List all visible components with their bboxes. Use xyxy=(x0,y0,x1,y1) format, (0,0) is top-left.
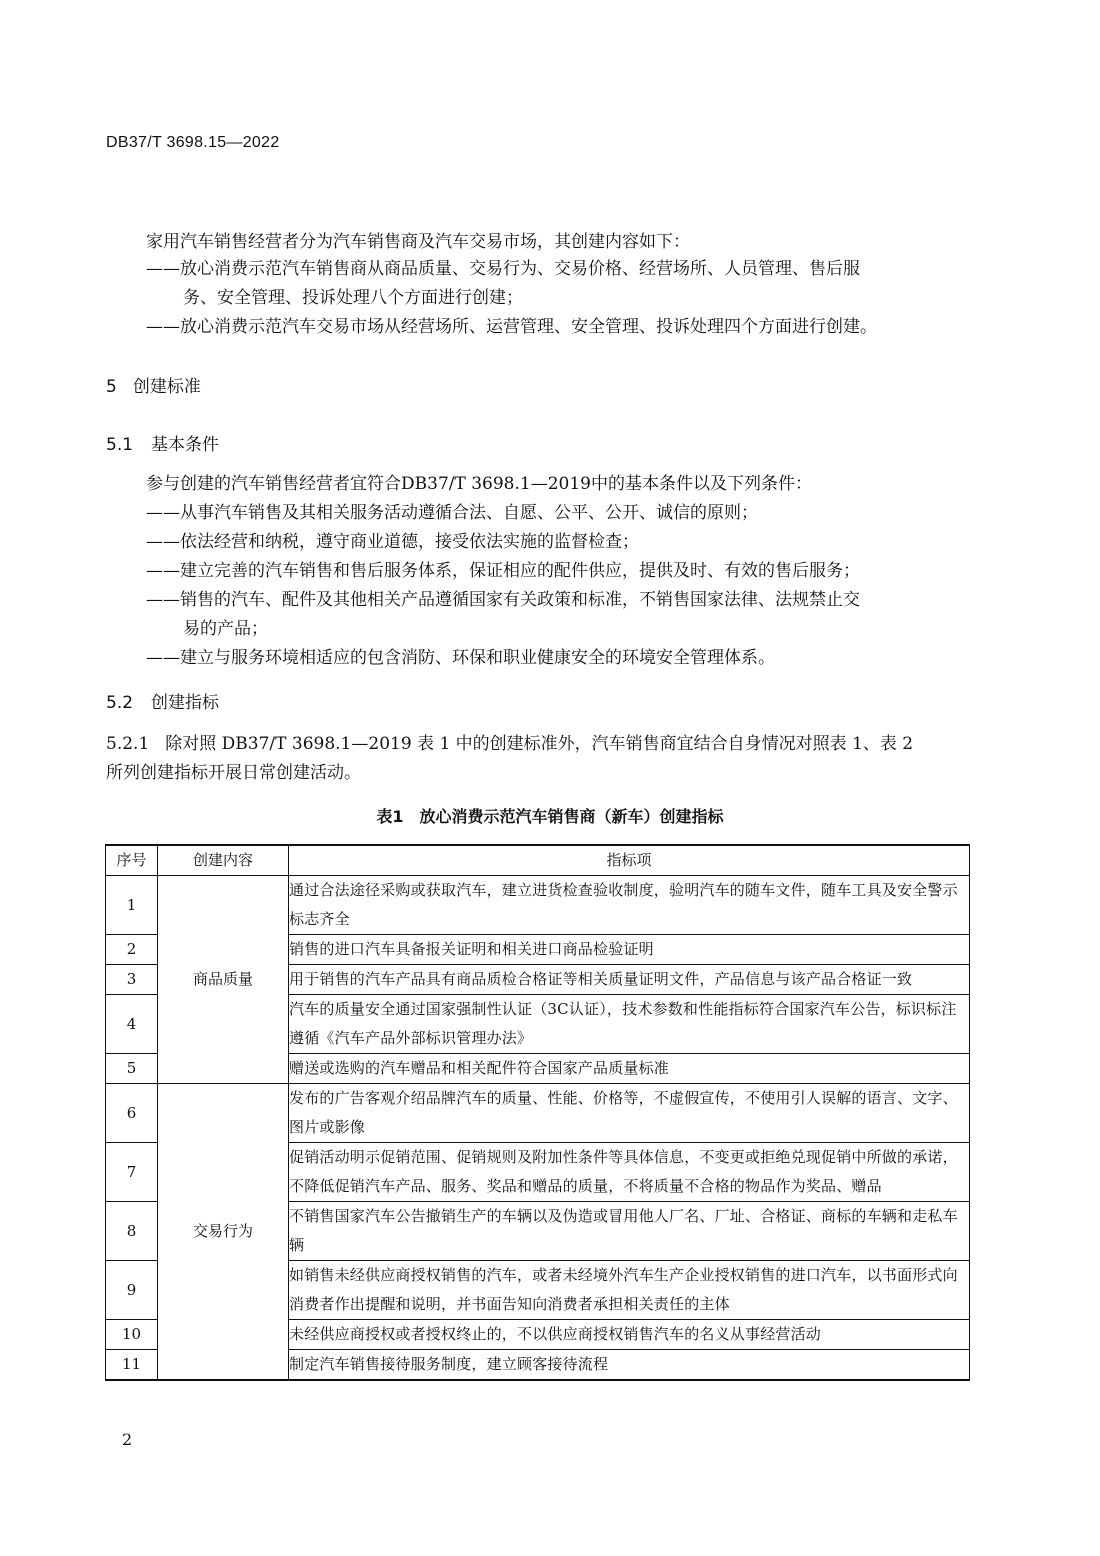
column-header: 指标项 xyxy=(289,845,970,876)
indicator-cell: 未经供应商授权或者授权终止的，不以供应商授权销售汽车的名义从事经营活动 xyxy=(289,1320,970,1350)
table-row xyxy=(106,876,970,935)
row-number: 9 xyxy=(106,1261,158,1320)
indicator-cell: 用于销售的汽车产品具有商品质检合格证等相关质量证明文件，产品信息与该产品合格证一致 xyxy=(289,965,970,995)
category-cell: 交易行为 xyxy=(158,1084,289,1381)
clause-5-2-1-continued: 所列创建指标开展日常创建活动。 xyxy=(106,763,361,783)
clause-text: 除对照 DB37/T 3698.1—2019 表 1 中的创建标准外，汽车销售商宜结合自身情况对照表 1、表 2 xyxy=(165,734,914,754)
indicator-cell: 通过合法途径采购或获取汽车，建立进货检查验收制度，验明汽车的随车文件，随车工具及安全警示标志齐全 xyxy=(289,876,970,935)
column-header: 序号 xyxy=(106,845,158,876)
indicator-cell: 赠送或选购的汽车赠品和相关配件符合国家产品质量标准 xyxy=(289,1054,970,1084)
row-number: 5 xyxy=(106,1054,158,1084)
section-5-1-intro: 参与创建的汽车销售经营者宜符合DB37/T 3698.1—2019中的基本条件以及下列条件： xyxy=(146,474,812,494)
condition-item: ——从事汽车销售及其相关服务活动遵循合法、自愿、公平、公开、诚信的原则； xyxy=(146,503,758,523)
table-header-row xyxy=(106,845,970,876)
condition-item: ——建立完善的汽车销售和售后服务体系，保证相应的配件供应，提供及时、有效的售后服务； xyxy=(146,561,860,581)
row-number: 7 xyxy=(106,1143,158,1202)
indicator-cell: 制定汽车销售接待服务制度，建立顾客接待流程 xyxy=(289,1350,970,1381)
section-number: 5.1 xyxy=(106,435,134,455)
row-number: 10 xyxy=(106,1320,158,1350)
indicator-cell: 不销售国家汽车公告撤销生产的车辆以及伪造或冒用他人厂名、厂址、合格证、商标的车辆和走私车辆 xyxy=(289,1202,970,1261)
intro-item-1-continued: 务、安全管理、投诉处理八个方面进行创建； xyxy=(183,288,523,308)
section-5-heading xyxy=(106,372,201,397)
section-5-2-heading xyxy=(106,688,219,713)
row-number: 3 xyxy=(106,965,158,995)
row-number: 1 xyxy=(106,876,158,935)
indicator-cell: 如销售未经供应商授权销售的汽车，或者未经境外汽车生产企业授权销售的进口汽车，以书面形式向消费者作出提醒和说明，并书面告知向消费者承担相关责任的主体 xyxy=(289,1261,970,1320)
condition-item: ——依法经营和纳税，遵守商业道德，接受依法实施的监督检查； xyxy=(146,532,639,552)
section-number: 5.2 xyxy=(106,693,134,713)
table-caption: 表1 放心消费示范汽车销售商（新车）创建指标 xyxy=(376,807,724,826)
indicator-cell: 促销活动明示促销范围、促销规则及附加性条件等具体信息，不变更或拒绝兑现促销中所做的承诺，不降低促销汽车产品、服务、奖品和赠品的质量，不将质量不合格的物品作为奖品、赠品 xyxy=(289,1143,970,1202)
section-title: 创建指标 xyxy=(151,693,220,713)
section-title: 基本条件 xyxy=(151,435,220,455)
row-number: 8 xyxy=(106,1202,158,1261)
document-code-header: DB37/T 3698.15—2022 xyxy=(106,134,280,151)
intro-line: 家用汽车销售经营者分为汽车销售商及汽车交易市场，其创建内容如下： xyxy=(146,232,690,252)
condition-item: ——销售的汽车、配件及其他相关产品遵循国家有关政策和标准，不销售国家法律、法规禁止交 xyxy=(146,590,860,610)
table-row xyxy=(106,1084,970,1143)
intro-item-1: ——放心消费示范汽车销售商从商品质量、交易行为、交易价格、经营场所、人员管理、售后服 xyxy=(146,259,860,279)
page-number: 2 xyxy=(122,1430,133,1449)
section-5-1-heading xyxy=(106,430,219,455)
clause-number: 5.2.1 xyxy=(106,734,150,754)
indicator-cell: 汽车的质量安全通过国家强制性认证（3C认证），技术参数和性能指标符合国家汽车公告，标识标注遵循《汽车产品外部标识管理办法》 xyxy=(289,995,970,1054)
row-number: 6 xyxy=(106,1084,158,1143)
indicator-table xyxy=(105,844,970,1381)
row-number: 2 xyxy=(106,935,158,965)
column-header: 创建内容 xyxy=(158,845,289,876)
section-title: 创建标准 xyxy=(132,377,201,397)
section-number: 5 xyxy=(106,377,117,397)
row-number: 11 xyxy=(106,1350,158,1381)
indicator-cell: 销售的进口汽车具备报关证明和相关进口商品检验证明 xyxy=(289,935,970,965)
condition-item-continued: 易的产品； xyxy=(183,619,268,639)
condition-item: ——建立与服务环境相适应的包含消防、环保和职业健康安全的环境安全管理体系。 xyxy=(146,648,775,668)
intro-item-2: ——放心消费示范汽车交易市场从经营场所、运营管理、安全管理、投诉处理四个方面进行创建。 xyxy=(146,317,877,337)
clause-5-2-1 xyxy=(106,733,913,755)
indicator-cell: 发布的广告客观介绍品牌汽车的质量、性能、价格等，不虚假宣传，不使用引人误解的语言、文字、图片或影像 xyxy=(289,1084,970,1143)
row-number: 4 xyxy=(106,995,158,1054)
category-cell: 商品质量 xyxy=(158,876,289,1084)
